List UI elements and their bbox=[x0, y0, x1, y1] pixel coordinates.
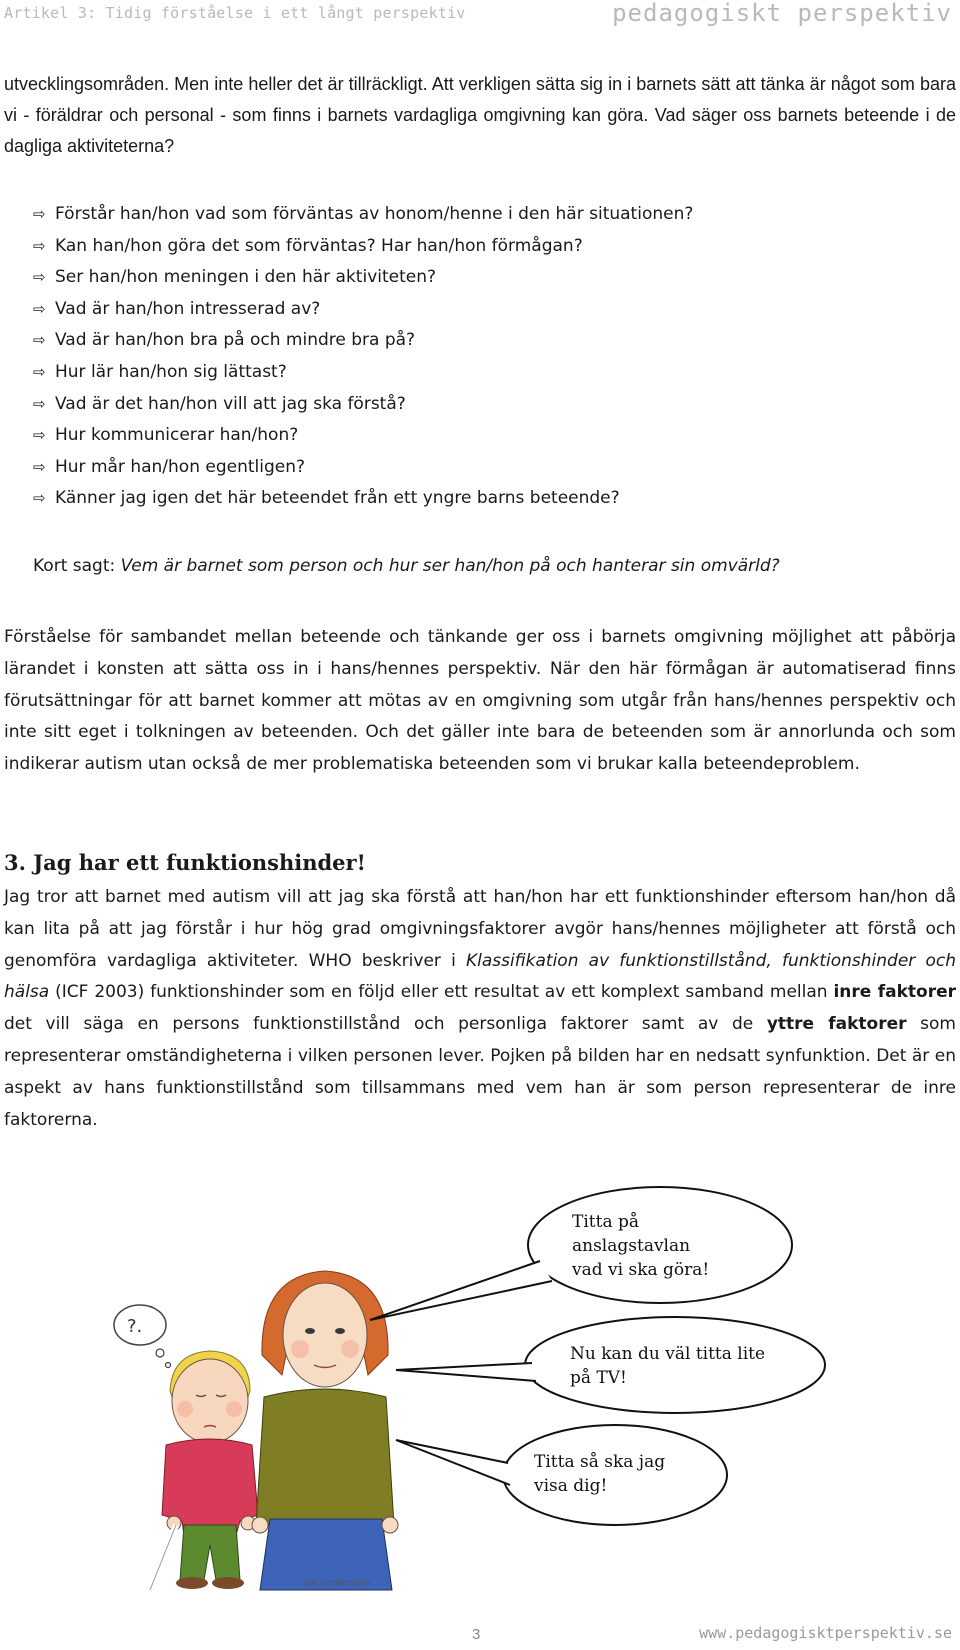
arrow-icon: ⇨ bbox=[33, 394, 46, 413]
icf-title: Klassifikation av funktionstillstånd, funktionshinder och hälsa bbox=[4, 950, 956, 1003]
list-item: ⇨ Vad är det han/hon vill att jag ska förstå? bbox=[33, 389, 693, 421]
svg-text:?.: ?. bbox=[127, 1316, 143, 1337]
question-list bbox=[33, 199, 693, 515]
list-item: ⇨ Ser han/hon meningen i den här aktiviteten? bbox=[33, 262, 693, 294]
list-item: ⇨ Hur mår han/hon egentligen? bbox=[33, 452, 693, 484]
summary-line bbox=[33, 556, 780, 576]
list-item: ⇨ Känner jag igen det här beteendet från ett yngre barns beteende? bbox=[33, 483, 693, 515]
list-item: ⇨ Förstår han/hon vad som förväntas av honom/henne i den här situationen? bbox=[33, 199, 693, 231]
arrow-icon: ⇨ bbox=[33, 268, 46, 287]
illustration bbox=[100, 1185, 930, 1595]
paragraph-disability: Jag tror att barnet med autism vill att jag ska förstå att han/hon har ett funktionshinder eftersom han/hon då kan lita på att jag förstår i hur hög grad omgivningsfaktorer avgör hans/hennes möjligheter att förstå och genomföra vardagliga aktiviteter. WHO beskriver i Klassifikation av funktionstillstånd, funktionshinder och hälsa (ICF 2003) funktionshinder som en följd eller ett resultat av ett komplext samband mellan inre faktorer det vill säga en persons funktionstillstånd och personliga faktorer samt av de yttre faktorer som representerar omständigheterna i vilken personen lever. Pojken på bilden har en nedsatt synfunktion. Det är en aspekt av hans funktionstillstånd som tillsammans med vem han är som person representerar de inre faktorerna. bbox=[4, 887, 956, 1130]
svg-text:vad vi ska göra!: vad vi ska göra! bbox=[572, 1260, 710, 1280]
outer-factors: yttre faktorer bbox=[766, 1014, 907, 1035]
arrow-icon: ⇨ bbox=[33, 426, 46, 445]
illustrator-signature: LENA FÖRSBERG/03 bbox=[300, 1579, 371, 1587]
footer-url: www.pedagogisktperspektiv.se bbox=[699, 1624, 952, 1642]
arrow-icon: ⇨ bbox=[33, 299, 46, 318]
intro-paragraph: utvecklingsområden. Men inte heller det är tillräckligt. Att verkligen sätta sig in i barnets sätt att tänka är något som bara vi - föräldrar och personal - som finns i barnets vardagliga omgivning kan göra. Vad säger oss barnets beteende i de dagliga aktiviteterna? bbox=[4, 74, 956, 156]
inner-factors: inre faktorer bbox=[833, 982, 956, 1003]
list-item: ⇨ Hur kommunicerar han/hon? bbox=[33, 420, 693, 452]
svg-text:Nu kan du väl titta lite: Nu kan du väl titta lite bbox=[570, 1344, 766, 1364]
header-article-title: Artikel 3: Tidig förståelse i ett långt perspektiv bbox=[4, 4, 466, 22]
arrow-icon: ⇨ bbox=[33, 362, 46, 381]
svg-text:Titta på: Titta på bbox=[572, 1212, 639, 1232]
list-item: ⇨ Vad är han/hon bra på och mindre bra på? bbox=[33, 325, 693, 357]
summary-text: Vem är barnet som person och hur ser han/hon på och hanterar sin omvärld? bbox=[120, 556, 780, 576]
boy-figure bbox=[150, 1351, 258, 1590]
page-number: 3 bbox=[472, 1626, 481, 1643]
list-item: ⇨ Hur lär han/hon sig lättast? bbox=[33, 357, 693, 389]
arrow-icon: ⇨ bbox=[33, 331, 46, 350]
arrow-icon: ⇨ bbox=[33, 205, 46, 223]
speech-bubble bbox=[396, 1425, 727, 1525]
speech-bubble bbox=[396, 1317, 825, 1413]
header-site-name: pedagogiskt perspektiv bbox=[612, 0, 952, 27]
arrow-icon: ⇨ bbox=[33, 457, 46, 476]
arrow-icon: ⇨ bbox=[33, 236, 46, 255]
svg-text:på TV!: på TV! bbox=[570, 1368, 627, 1388]
summary-label: Kort sagt: bbox=[33, 556, 121, 576]
svg-text:anslagstavlan: anslagstavlan bbox=[572, 1236, 691, 1256]
svg-text:Titta så ska jag: Titta så ska jag bbox=[534, 1452, 666, 1472]
section-heading: 3. Jag har ett funktionshinder! bbox=[4, 850, 366, 875]
arrow-icon: ⇨ bbox=[33, 489, 46, 508]
thought-cloud-icon bbox=[114, 1305, 171, 1368]
list-item: ⇨ Vad är han/hon intresserad av? bbox=[33, 294, 693, 326]
speech-bubble bbox=[370, 1187, 792, 1320]
svg-text:visa dig!: visa dig! bbox=[534, 1476, 608, 1496]
list-item: ⇨ Kan han/hon göra det som förväntas? Har han/hon förmågan? bbox=[33, 231, 693, 263]
paragraph-understanding: Förståelse för sambandet mellan beteende och tänkande ger oss i barnets omgivning möjlighet att påbörja lärandet i konsten att sätta oss in i hans/hennes perspektiv. När den här förmågan är automatiserad finns förutsättningar för att barnet kommer att mötas av en omgivning som utgår från hans/hennes perspektiv och inte sitt eget i tolkningen av beteenden. Och det gäller inte bara de beteenden som är annorlunda och som indikerar autism utan också de mer problematiska beteenden som vi brukar kalla beteendeproblem. bbox=[4, 627, 956, 775]
